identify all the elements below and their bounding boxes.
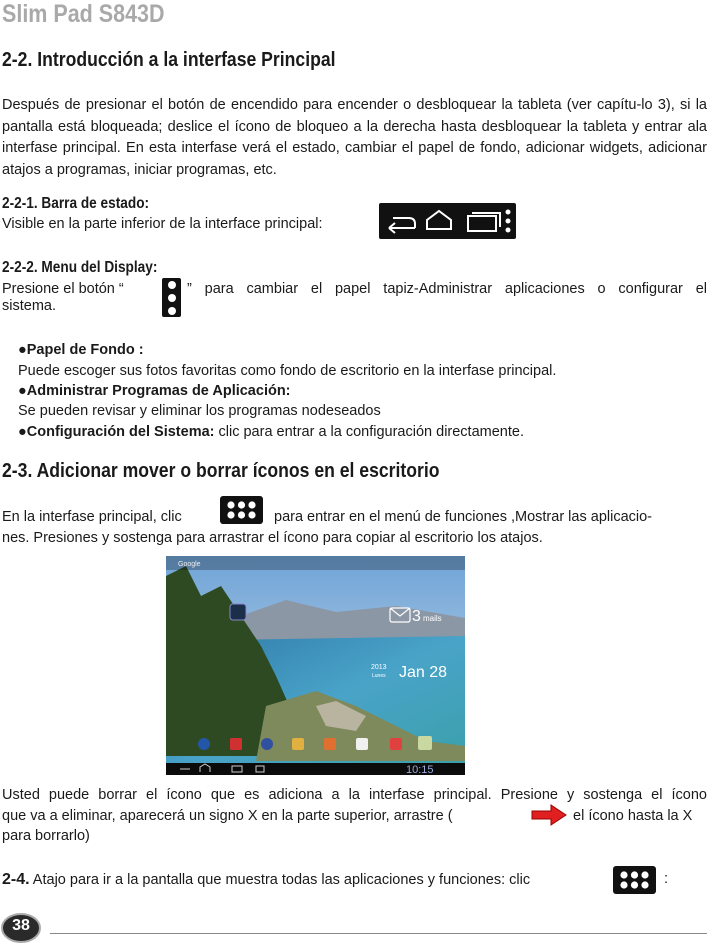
status-bar-svg [379,203,516,239]
section-2-4 [2,869,530,891]
bullet-manage-apps-title: ●Administrar Programas de Aplicación: [18,383,291,399]
dock-icon-gallery [324,738,336,750]
app-drawer-dots [220,496,263,524]
display-menu-text-before: Presione el botón “ [2,281,124,297]
dock-icon-market [356,738,368,750]
status-bar-icons [379,203,516,239]
delete-para-line2-before: que va a eliminar, aparecerá un signo X en la parte superior, arrastre ( [2,808,453,824]
section-title-2-2-1: 2-2-1. Barra de estado: [2,195,150,212]
dock-icon-apps [418,736,432,750]
google-search-label: Google [178,561,201,568]
back-icon [389,218,415,233]
section-2-2-paragraph: Después de presionar el botón de encendido para encender o desbloquear la tableta (ver capítu-lo 3), si la pantalla está bloqueada; deslice el ícono de bloqueo a la derecha hasta desbloquear la tableta y entrar ala interfase principal. En esta interfase verá el estado, cambiar el papel de fondo, adicionar widgets, adicionar atajos a programas, iniciar programas, etc. [2,97,707,178]
dock-icon-notes [292,738,304,750]
section-2-3-line1-after: para entrar en el menú de funciones ,Mostrar las aplicacio- [274,509,652,525]
speed-widget-icon [230,604,246,620]
mail-count: 3 [412,608,421,625]
bullet-wallpaper-title: ●Papel de Fondo : [18,342,144,358]
home-icon [427,211,451,229]
delete-para-line2-after: el ícono hasta la X [573,808,693,824]
display-menu-text-cont: sistema. [2,298,56,314]
section-title-2-2-2: 2-2-2. Menu del Display: [2,259,158,276]
calendar-date: Jan 28 [399,664,448,681]
dock-icon-youtube [230,738,242,750]
mail-label: mails [423,614,442,623]
status-bar-text: Visible en la parte inferior de la interface principal: [2,216,323,232]
display-menu-text-after: ” para cambiar el papel tapiz-Administrar aplicaciones o configurar el [187,281,707,297]
bullet-settings-text: clic para entrar a la configuración directamente. [214,424,524,440]
section-2-4-colon: : [664,871,669,887]
all-apps-dots [613,866,656,894]
footer-rule [50,933,707,934]
brand-title: Slim Pad S843D [2,0,165,28]
page-number-badge [0,911,42,943]
menu-vertical-icon [506,210,511,233]
section-2-3-line2: nes. Presiones y sostenga para arrastrar el ícono para copiar al escritorio los atajos. [2,530,543,546]
dock-icon-chrome [261,738,273,750]
clock-time: 10:15 [406,764,434,775]
delete-para-line1: Usted puede borrar el ícono que es adiciona a la interfase principal. Presione y sostenga el ícono [2,787,707,803]
bullet-settings-title: ●Configuración del Sistema: [18,424,215,440]
bullet-manage-apps-text: Se pueden revisar y eliminar los programas nodeseados [18,403,381,419]
bullet-wallpaper-text: Puede escoger sus fotos favoritas como fondo de escritorio en la interfase principal. [18,363,557,379]
section-title-2-2: 2-2. Introducción a la interfase Principal [2,49,336,71]
section-2-4-text: Atajo para ir a la pantalla que muestra todas las aplicaciones y funciones: clic [29,872,531,888]
menu-button-icon [162,278,181,317]
section-2-3-line1-before: En la interfase principal, clic [2,509,182,525]
bullet-settings [18,422,524,443]
home-screen-screenshot [166,556,465,775]
all-apps-icon [613,866,656,894]
home-screen-illustration [166,556,465,775]
red-arrow-icon [531,804,567,826]
calendar-year: 2013 [371,664,387,671]
section-title-2-3: 2-3. Adicionar mover o borrar íconos en el escritorio [2,460,440,482]
dock-icon-gmail [390,738,402,750]
recent-apps-icon [468,213,500,231]
page-number: 38 [12,917,30,934]
app-drawer-icon [220,496,263,524]
dock-icon-1 [198,738,210,750]
delete-para-line3: para borrarlo) [2,828,90,844]
section-2-4-number: 2-4. [2,871,30,888]
calendar-day: Lunes [372,673,386,679]
top-bar [166,556,465,570]
